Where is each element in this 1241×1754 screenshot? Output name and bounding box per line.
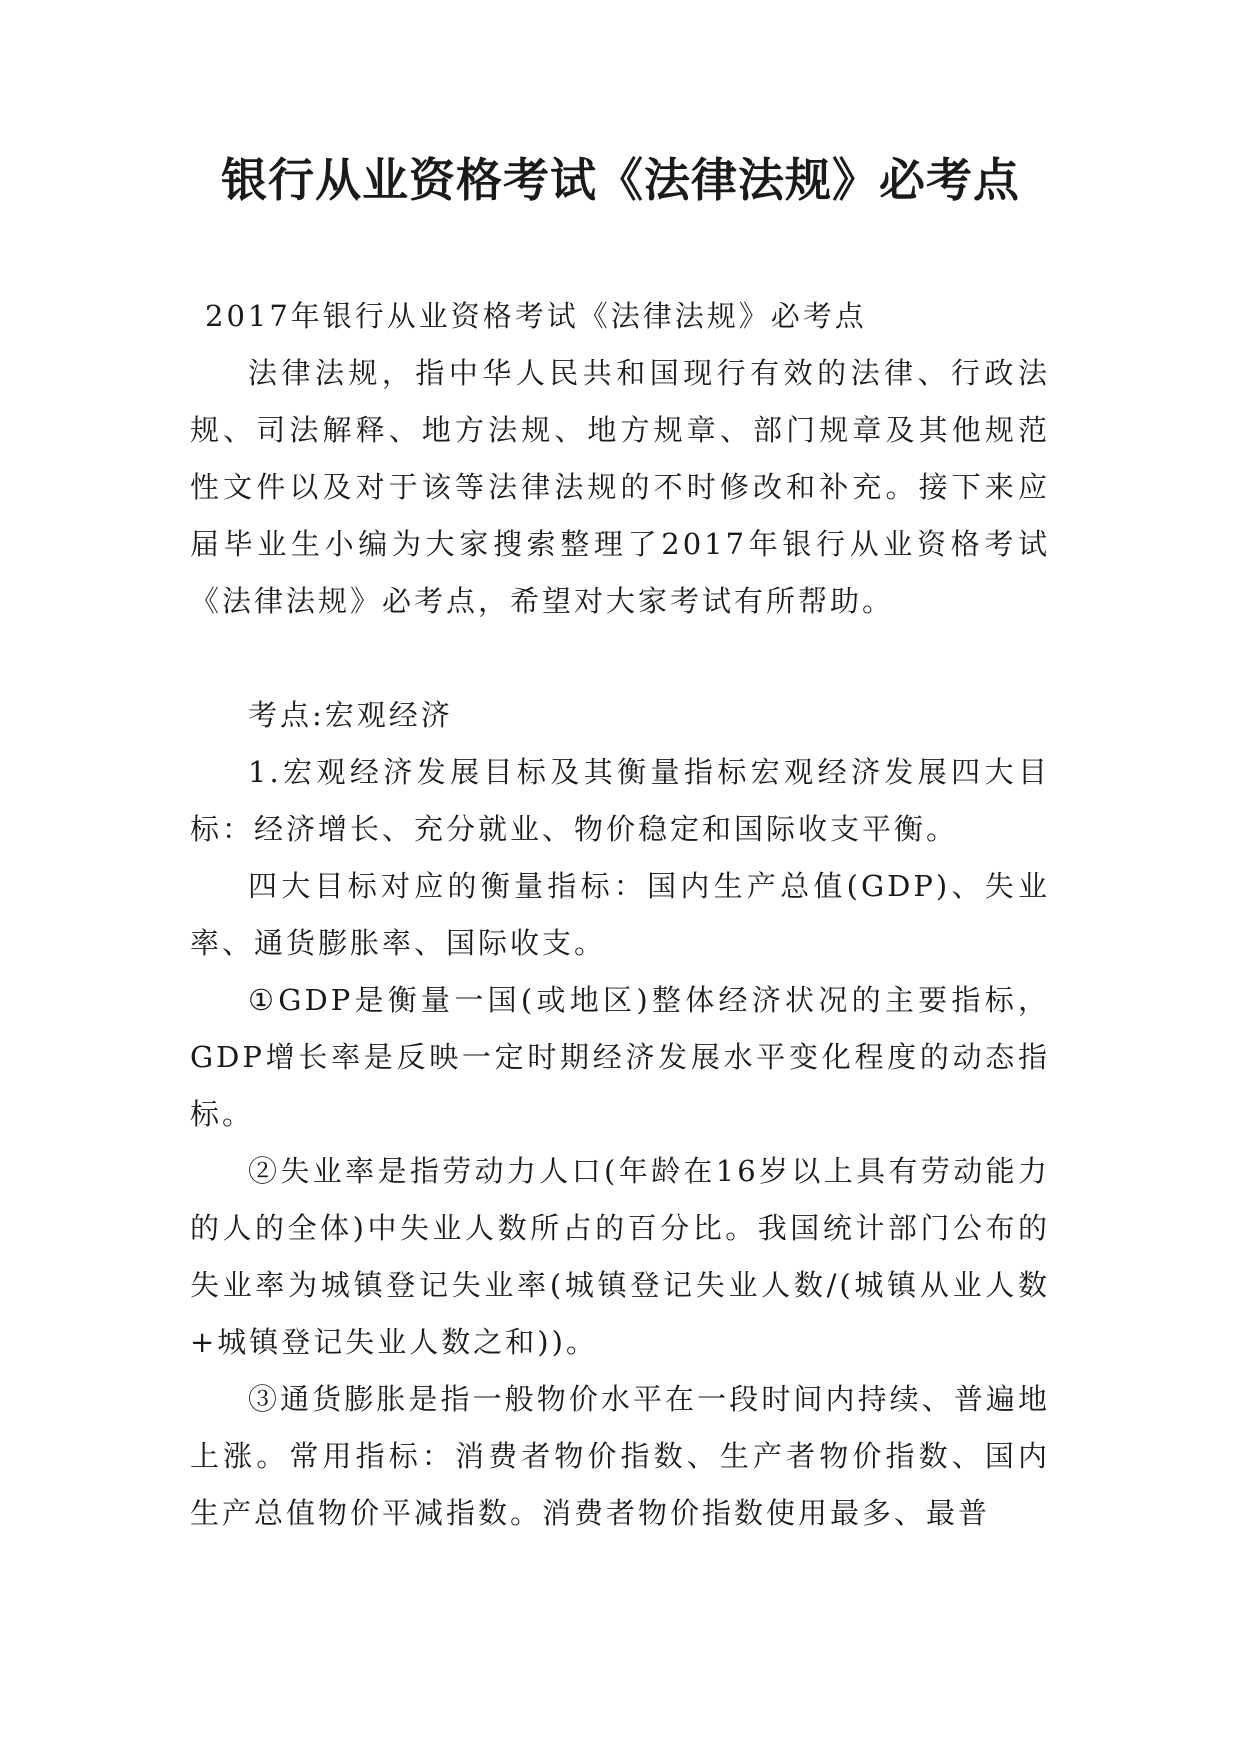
paragraph-unemployment: ②失业率是指劳动力人口(年龄在16岁以上具有劳动能力的人的全体)中失业人数所占的百分比。我国统计部门公布的失业率为城镇登记失业率(城镇登记失业人数/(城镇从业人数+城镇登记失业人数之和))。 (190, 1154, 1050, 1359)
document-body (190, 288, 1050, 1542)
intro-paragraph: 法律法规，指中华人民共和国现行有效的法律、行政法规、司法解释、地方法规、地方规章、部门规章及其他规范性文件以及对于该等法律法规的不时修改和补充。接下来应届毕业生小编为大家搜索整理了2017年银行从业资格考试《法律法规》必考点，希望对大家考试有所帮助。 (190, 356, 1050, 618)
paragraph-indicators: 四大目标对应的衡量指标：国内生产总值(GDP)、失业率、通货膨胀率、国际收支。 (190, 869, 1050, 960)
document-subtitle: 2017年银行从业资格考试《法律法规》必考点 (205, 299, 867, 333)
paragraph-inflation: ③通货膨胀是指一般物价水平在一段时间内持续、普遍地上涨。常用指标：消费者物价指数、生产者物价指数、国内生产总值物价平减指数。消费者物价指数使用最多、最普 (190, 1382, 1050, 1530)
paragraph-gdp: ①GDP是衡量一国(或地区)整体经济状况的主要指标，GDP增长率是反映一定时期经济发展水平变化程度的动态指标。 (190, 983, 1050, 1131)
document-title: 银行从业资格考试《法律法规》必考点 (221, 153, 1020, 207)
paragraph-goals: 1.宏观经济发展目标及其衡量指标宏观经济发展四大目标：经济增长、充分就业、物价稳定和国际收支平衡。 (190, 755, 1050, 846)
section-heading: 考点:宏观经济 (248, 698, 453, 732)
